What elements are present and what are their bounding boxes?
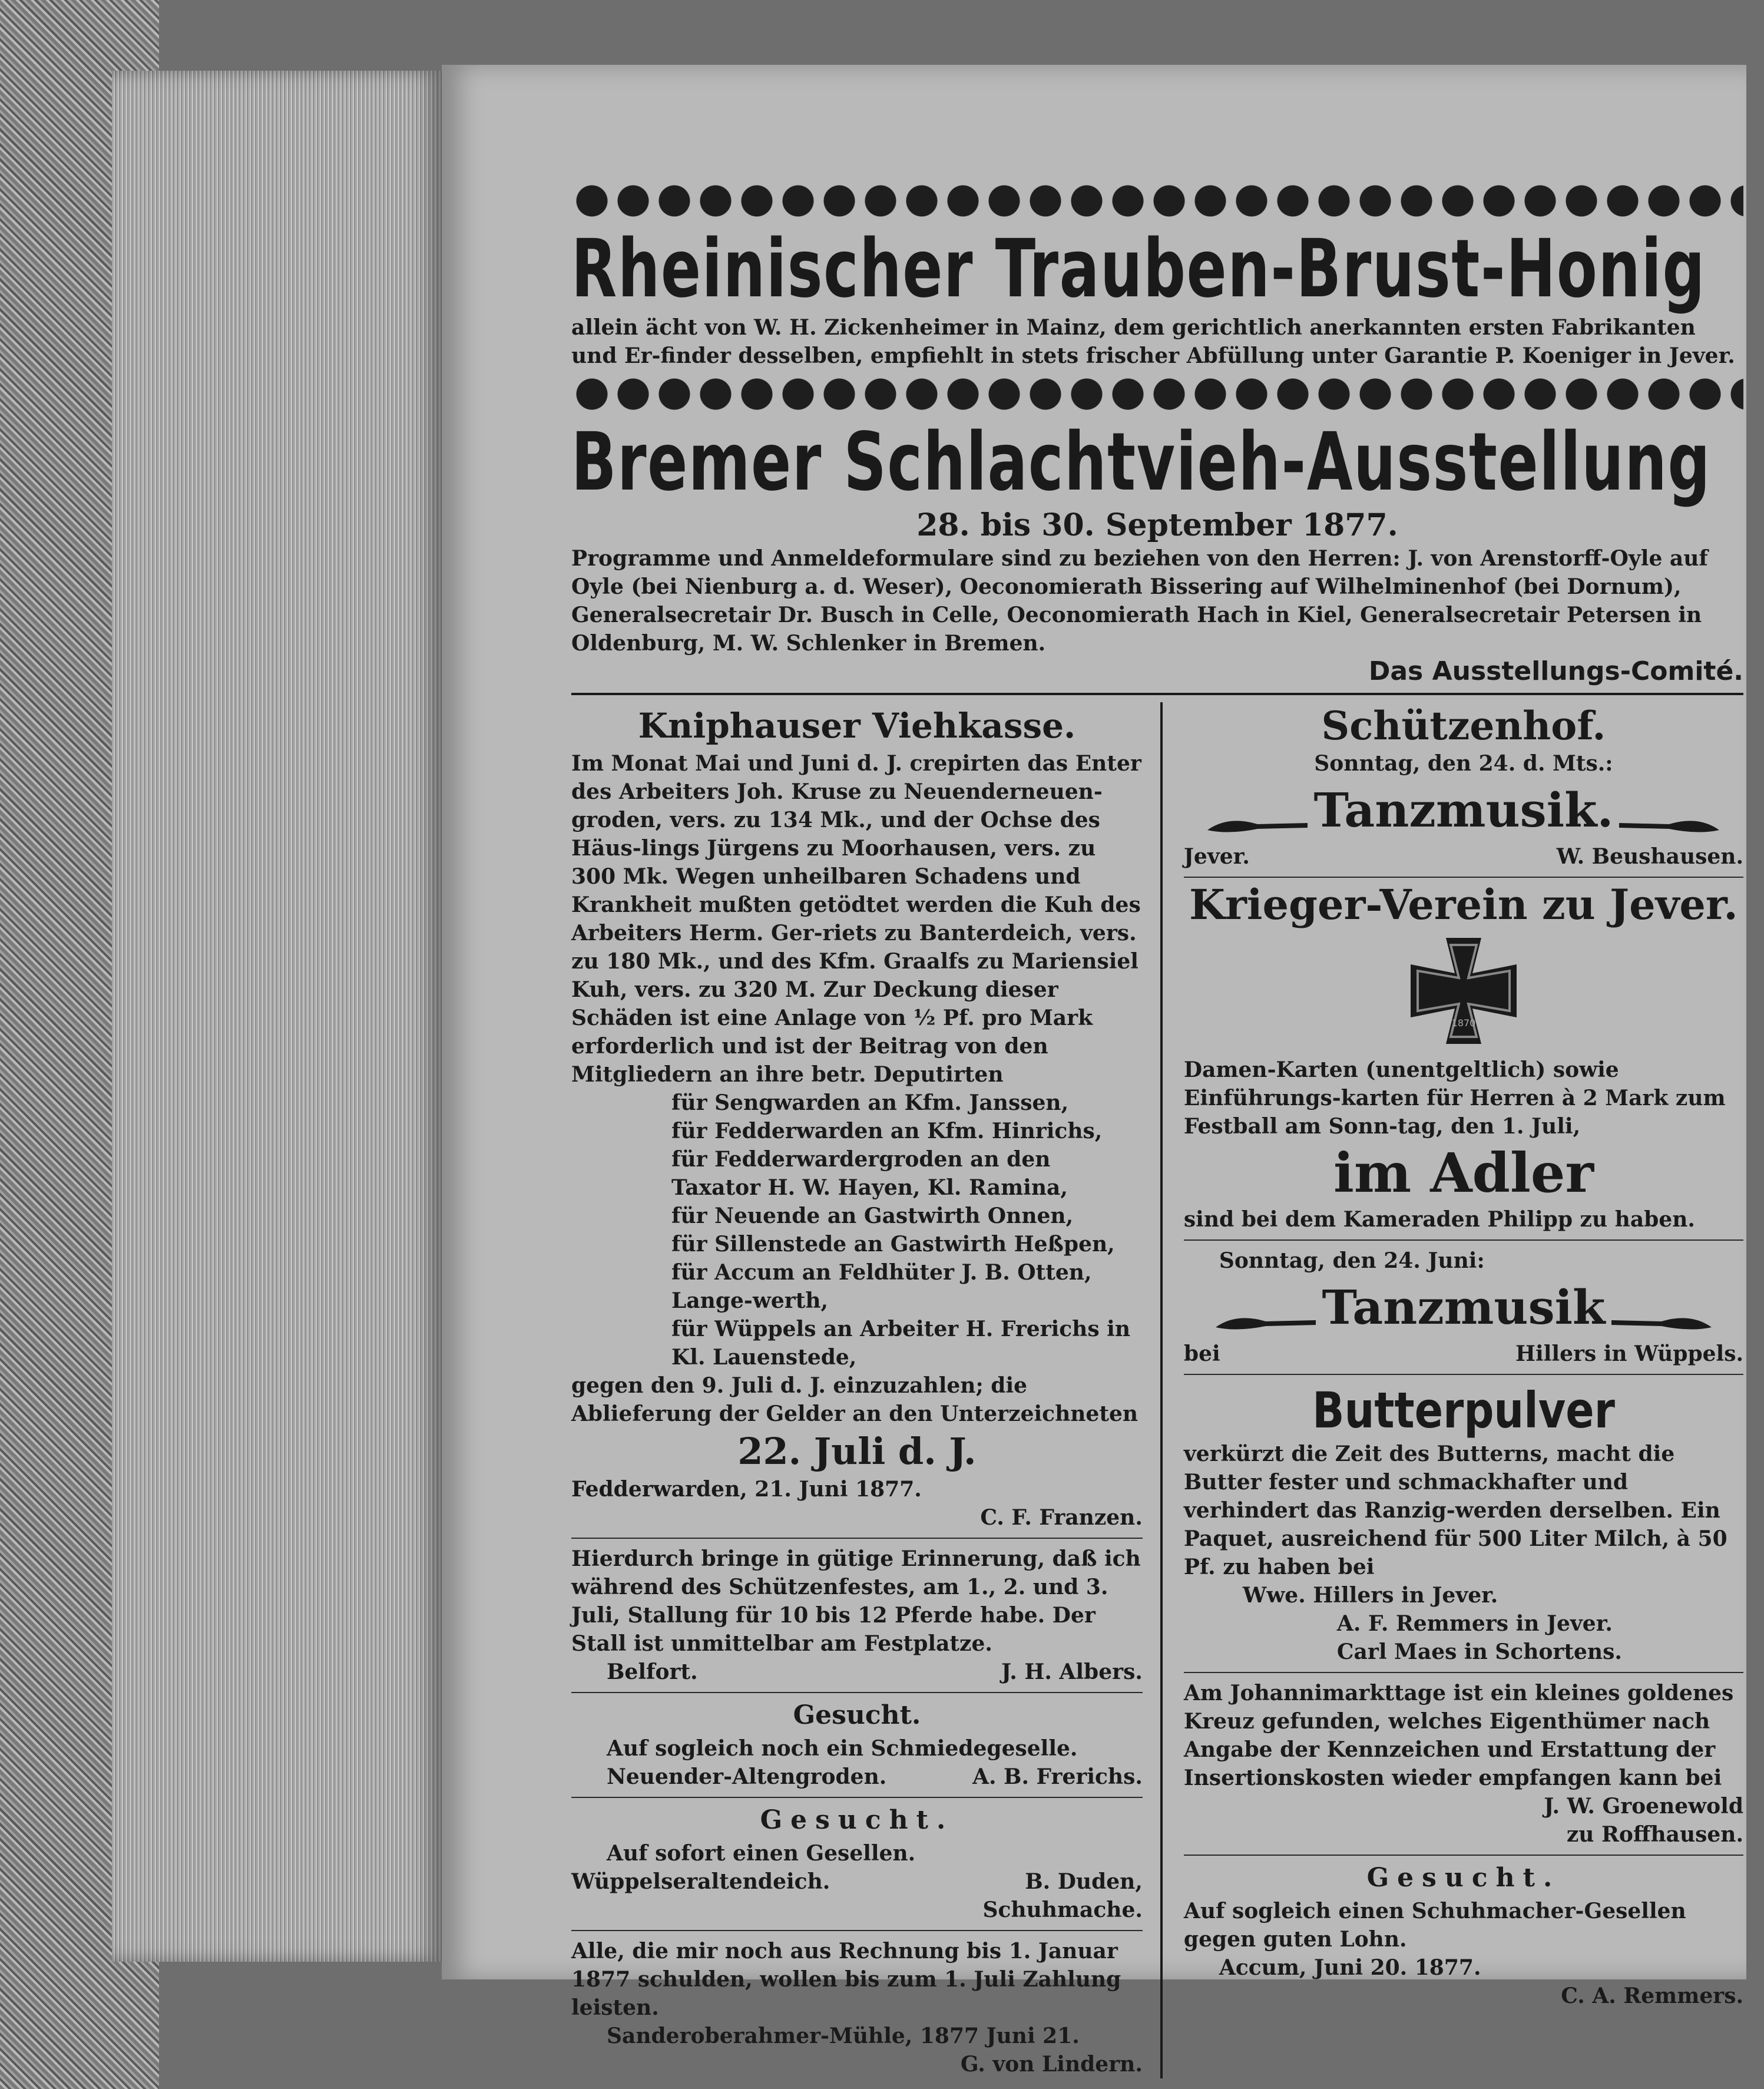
- gesucht-sign-3: C. A. Remmers.: [1561, 1984, 1743, 2008]
- schuetzenhof-sign: W. Beushausen.: [1556, 844, 1743, 869]
- ad-body-bremen: Programme und Anmeldeformulare sind zu beziehen von den Herren: J. von Arenstorff-Oyle auf Oyle (bei Nienburg a. d. Weser), Oeconomierath Bissering auf Wilhelminenhof (bei Dornum), Generalsecretair Dr. Busch in Celle, Oeconomierath Hach in Kiel, Generalsecretair Petersen in Oldenburg, M. W. Schlenker in Bremen.: [571, 546, 1708, 656]
- bead-border-top: [571, 180, 1743, 222]
- hillers-footer: [1184, 1340, 1743, 1368]
- kriegerverein-body: Damen-Karten (unentgeltlich) sowie Einführungs-karten für Herren à 2 Mark zum Festball am Sonn-tag, den 1. Juli,: [1183, 1057, 1726, 1139]
- pointing-hand-ornament-icon: [1213, 1310, 1319, 1333]
- deputy-item: für Sillenstede an Gastwirth Heßpen,: [671, 1232, 1115, 1257]
- tanzmusik-title-2: Tanzmusik: [1322, 1280, 1606, 1335]
- divider: [1184, 1374, 1743, 1375]
- deputy-item: für Wüppels an Arbeiter H. Frerichs in Kl. Lauenstede,: [671, 1317, 1131, 1370]
- deputy-item: für Accum an Feldhüter J. B. Otten, Lange-werth,: [671, 1260, 1092, 1313]
- albers-footer: [571, 1658, 1143, 1686]
- albers-notice: Hierdurch bringe in gütige Erinnerung, daß ich während des Schützenfestes, am 1., 2. und 3. Juli, Stallung für 10 bis 12 Pferde habe. Der Stall ist unmittelbar am Festplatze.: [571, 1546, 1141, 1656]
- gesucht-footer-2: [571, 1867, 1143, 1896]
- hillers-sign: Hillers in Wüppels.: [1515, 1341, 1743, 1366]
- seller-item: A. F. Remmers in Jever.: [1336, 1611, 1613, 1636]
- butterpulver-title: Butterpulver: [1312, 1381, 1615, 1439]
- viehkasse-date: 22. Juli d. J.: [737, 1430, 977, 1473]
- albers-sign: J. H. Albers.: [1001, 1660, 1143, 1684]
- seller-item: Wwe. Hillers in Jever.: [1242, 1583, 1498, 1608]
- gesucht-place-1: Neuender-Altengroden.: [607, 1764, 887, 1789]
- gesucht-sign-2: B. Duden,: [1025, 1869, 1143, 1894]
- hillers-bei: bei: [1183, 1341, 1220, 1366]
- deputy-item: für Neuende an Gastwirth Onnen,: [671, 1204, 1074, 1228]
- ad-date-bremen: 28. bis 30. September 1877.: [916, 507, 1398, 543]
- im-adler-title: im Adler: [1333, 1141, 1594, 1205]
- gesucht-body-3: Auf sogleich einen Schuhmacher-Gesellen gegen guten Lohn.: [1183, 1899, 1686, 1952]
- divider: [571, 693, 1743, 695]
- ad-body-honig: allein ächt von W. H. Zickenheimer in Mainz, dem gerichtlich anerkannten ersten Fabrikanten und Er-finder desselben, empfiehlt in stets frischer Abfüllung unter Garantie P. Koeniger in Jever.: [571, 315, 1735, 368]
- gesucht-title-1: Gesucht.: [793, 1700, 921, 1730]
- divider: [1184, 1855, 1743, 1856]
- deputy-item: für Sengwarden an Kfm. Janssen,: [671, 1090, 1069, 1115]
- gesucht-body-1: Auf sogleich noch ein Schmiedegeselle.: [607, 1736, 1078, 1761]
- gesucht-title-3: Gesucht.: [1366, 1863, 1561, 1893]
- divider: [571, 1930, 1143, 1931]
- kriegerverein-body-2: sind bei dem Kameraden Philipp zu haben.: [1183, 1207, 1695, 1232]
- tanzmusik-line-2: [1184, 1275, 1743, 1340]
- gesucht-title-2: Gesucht.: [760, 1805, 954, 1835]
- schuetzenhof-sub: Sonntag, den 24. d. Mts.:: [1314, 751, 1613, 776]
- gesucht-body-2: Auf sofort einen Gesellen.: [607, 1841, 916, 1866]
- page-stack-edge: [112, 71, 442, 1962]
- lindern-sign: G. von Lindern.: [960, 2052, 1143, 2077]
- viehkasse-sign: C. F. Franzen.: [980, 1505, 1143, 1530]
- tanzmusik-line-1: [1184, 778, 1743, 842]
- divider: [571, 1692, 1143, 1693]
- kriegerverein-title: Krieger-Verein zu Jever.: [1189, 880, 1738, 929]
- iron-cross-icon: [1405, 932, 1523, 1050]
- two-columns: [571, 702, 1743, 2078]
- schuetzenhof-title: Schützenhof.: [1321, 703, 1606, 749]
- divider: [571, 1538, 1143, 1539]
- viehkasse-title: Kniphauser Viehkasse.: [638, 706, 1076, 746]
- gesucht-footer-1: [571, 1763, 1143, 1791]
- lindern-notice: Alle, die mir noch aus Rechnung bis 1. Januar 1877 schulden, wollen bis zum 1. Juli Zahlung leisten.: [571, 1939, 1121, 2020]
- ad-signature-bremen: Das Ausstellungs-Comité.: [1368, 656, 1743, 686]
- kreuz-notice: Am Johannimarkttage ist ein kleines goldenes Kreuz gefunden, welches Eigenthümer nach Angabe der Kennzeichen und Erstattung der Insertionskosten wieder empfangen kann bei: [1183, 1681, 1734, 1790]
- divider: [1184, 877, 1743, 878]
- viehkasse-place: Fedderwarden, 21. Juni 1877.: [571, 1477, 922, 1502]
- viehkasse-body: Im Monat Mai und Juni d. J. crepirten das Enter des Arbeiters Joh. Kruse zu Neuenderneuen-groden, vers. zu 134 Mk., und der Ochse des Häus-lings Jürgens zu Moorhausen, vers. zu 300 Mk. Wegen unheilbaren Schadens und Krankheit mußten getödtet werden die Kuh des Arbeiters Herm. Ger-riets zu Banterdeich, vers. zu 180 Mk., und des Kfm. Graalfs zu Mariensiel Kuh, vers. zu 320 M. Zur Deckung dieser Schäden ist eine Anlage von ½ Pf. pro Mark erforderlich und ist der Beitrag von den Mitgliedern an ihre betr. Deputirten: [571, 751, 1141, 1087]
- butterpulver-sellers: [1184, 1581, 1743, 1666]
- kreuz-sign: J. W. Groenewold: [1544, 1794, 1743, 1819]
- pointing-hand-ornament-icon: [1204, 812, 1310, 836]
- left-column: [571, 702, 1163, 2078]
- ad-headline-honig: Rheinischer Trauben-Brust-Honig: [571, 223, 1706, 316]
- gesucht-place-3: Accum, Juni 20. 1877.: [1219, 1955, 1481, 1980]
- divider: [1184, 1239, 1743, 1241]
- page-content: [571, 177, 1743, 2078]
- seller-item: Carl Maes in Schortens.: [1336, 1640, 1622, 1664]
- schuetzenhof-place: Jever.: [1183, 844, 1250, 869]
- newspaper-page: [442, 65, 1746, 2077]
- divider: [1184, 1672, 1743, 1673]
- tanzmusik-title-1: Tanzmusik.: [1313, 782, 1614, 838]
- hillers-sub: Sonntag, den 24. Juni:: [1219, 1248, 1485, 1273]
- kreuz-sign-2: zu Roffhausen.: [1566, 1822, 1743, 1847]
- gesucht-place-2: Wüppelseraltendeich.: [571, 1869, 830, 1894]
- deputy-item: für Fedderwarden an Kfm. Hinrichs,: [671, 1119, 1103, 1143]
- bead-border-middle: [571, 373, 1743, 415]
- viehkasse-closing: gegen den 9. Juli d. J. einzuzahlen; die Ablieferung der Gelder an den Unterzeichneten: [571, 1373, 1139, 1426]
- ad-headline-bremen: Bremer Schlachtvieh-Ausstellung: [571, 416, 1711, 509]
- deputy-item: für Fedderwardergroden an den Taxator H. W. Hayen, Kl. Ramina,: [671, 1147, 1068, 1200]
- albers-place: Belfort.: [607, 1660, 698, 1684]
- deputies-list: [571, 1089, 1143, 1371]
- right-column: [1163, 702, 1743, 2078]
- cross-year: 1870: [1451, 1017, 1476, 1029]
- lindern-place: Sanderoberahmer-Mühle, 1877 Juni 21.: [607, 2024, 1080, 2048]
- butterpulver-body: verkürzt die Zeit des Butterns, macht die Butter fester und schmackhafter und verhindert das Ranzig-werden derselben. Ein Paquet, ausreichend für 500 Liter Milch, à 50 Pf. zu haben bei: [1183, 1442, 1727, 1579]
- divider: [571, 1797, 1143, 1798]
- gesucht-sign-1: A. B. Frerichs.: [972, 1764, 1143, 1789]
- schuetzenhof-footer: [1184, 842, 1743, 871]
- pointing-hand-ornament-icon: [1609, 1310, 1715, 1333]
- gesucht-sign2-2: Schuhmache.: [982, 1898, 1143, 1922]
- pointing-hand-ornament-icon: [1616, 812, 1722, 836]
